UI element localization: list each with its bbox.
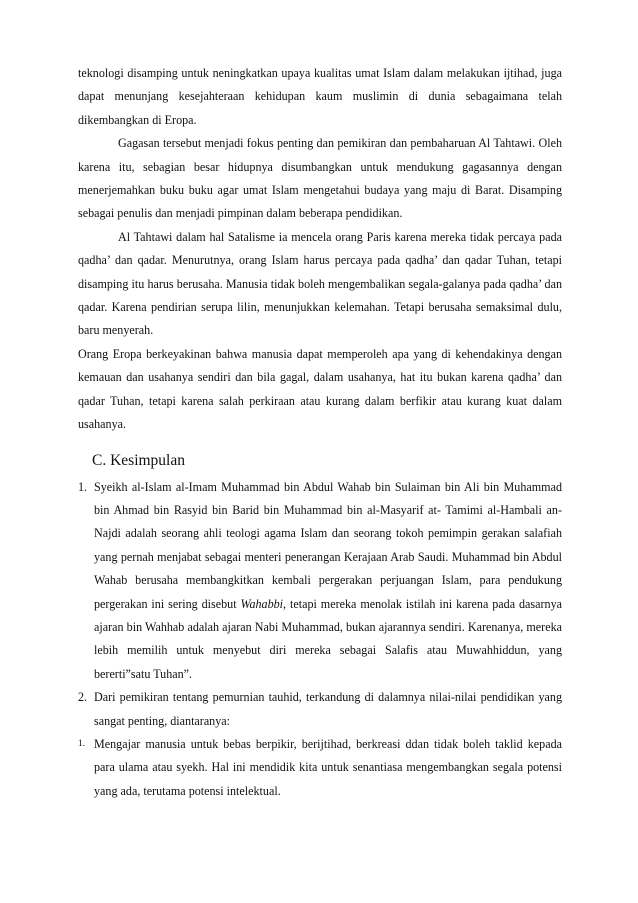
italic-term: Wahabbi, [240,596,287,611]
conclusion-subitem-1 [78,733,562,803]
list-item-text: Syeikh al-Islam al-Imam Muhammad bin Abdul Wahab bin Sulaiman bin Ali bin Muhammad bin Ahmad bin Rasyid bin Barid bin Muhammad bin al-Masyarif at- Tamimi al-Hambali an- Najdi adalah seorang ahli teologi agama Islam dan seorang tokoh pemimpin gerakan salafiah yang pernah menjabat sebagai menteri penerangan Kerajaan Arab Saudi. Muhammad bin Abdul Wahab berusaha membangkitkan kembali pergerakan perjuangan Islam, para pendukung pergerakan ini sering disebut Wahabbi, tetapi mereka menolak istilah ini karena pada dasarnya ajaran bin Wahhab adalah ajaran Nabi Muhammad, bukan ajarannya sendiri. Karenanya, mereka lebih memilih untuk menyebut diri mereka sebagai Salafis atau Muwahhiddun, yang bererti”satu Tuhan”. [94,479,562,681]
document-page [78,62,562,803]
paragraph-3: Al Tahtawi dalam hal Satalisme ia mencela orang Paris karena mereka tidak percaya pada qadha’ dan qadar. Menurutnya, orang Islam harus percaya pada qadha’ dan qadar Tuhan, tetapi disamping itu harus berusaha. Manusia tidak boleh mengembalikan segala-galanya pada qadha’ dan qadar. Karena pendirian serupa lilin, menunjukkan kelemahan. Tetapi berusaha semaksimal dulu, baru menyerah. [78,229,562,338]
paragraph-1: teknologi disamping untuk neningkatkan upaya kualitas umat Islam dalam melakukan ijtihad, juga dapat menunjang kesejahteraan kehidupan kaum muslimin di dunia sebagaimana telah dikembangkan di Eropa. [78,66,562,127]
paragraph-4: Orang Eropa berkeyakinan bahwa manusia dapat memperoleh apa yang di kehendakinya dengan kemauan dan usahanya sendiri dan bila gagal, dalam usahanya, hat itu bukan karena qadha’ dan qadar Tuhan, tetapi karena salah perkiraan atau kurang dalam berfikir atau kurang kuat dalam usahanya. [78,346,562,432]
paragraph-2: Gagasan tersebut menjadi fokus penting dan pemikiran dan pembaharuan Al Tahtawi. Oleh karena itu, sebagian besar hidupnya disumbangkan untuk mendukung gagasannya dengan menerjemahkan buku buku agar umat Islam mengetahui budaya yang maju di Barat. Disamping sebagai penulis dan menjadi pimpinan dalam beberapa pendidikan. [78,136,562,221]
list-number: 2. [78,690,88,705]
conclusion-item-1 [78,476,562,687]
section-heading: C. Kesimpulan [92,451,185,469]
list-item-text: Mengajar manusia untuk bebas berpikir, berijtihad, berkreasi ddan tidak boleh taklid kepada para ulama atau syekh. Hal ini mendidik kita untuk senantiasa mengembangkan segala potensi yang ada, terutama potensi intelektual. [94,736,562,798]
list-number: 1. [78,479,88,494]
conclusion-item-2 [78,686,562,733]
list-number: 1. [78,738,86,749]
list-item-text: Dari pemikiran tentang pemurnian tauhid, terkandung di dalamnya nilai-nilai pendidikan yang sangat penting, diantaranya: [94,690,562,728]
